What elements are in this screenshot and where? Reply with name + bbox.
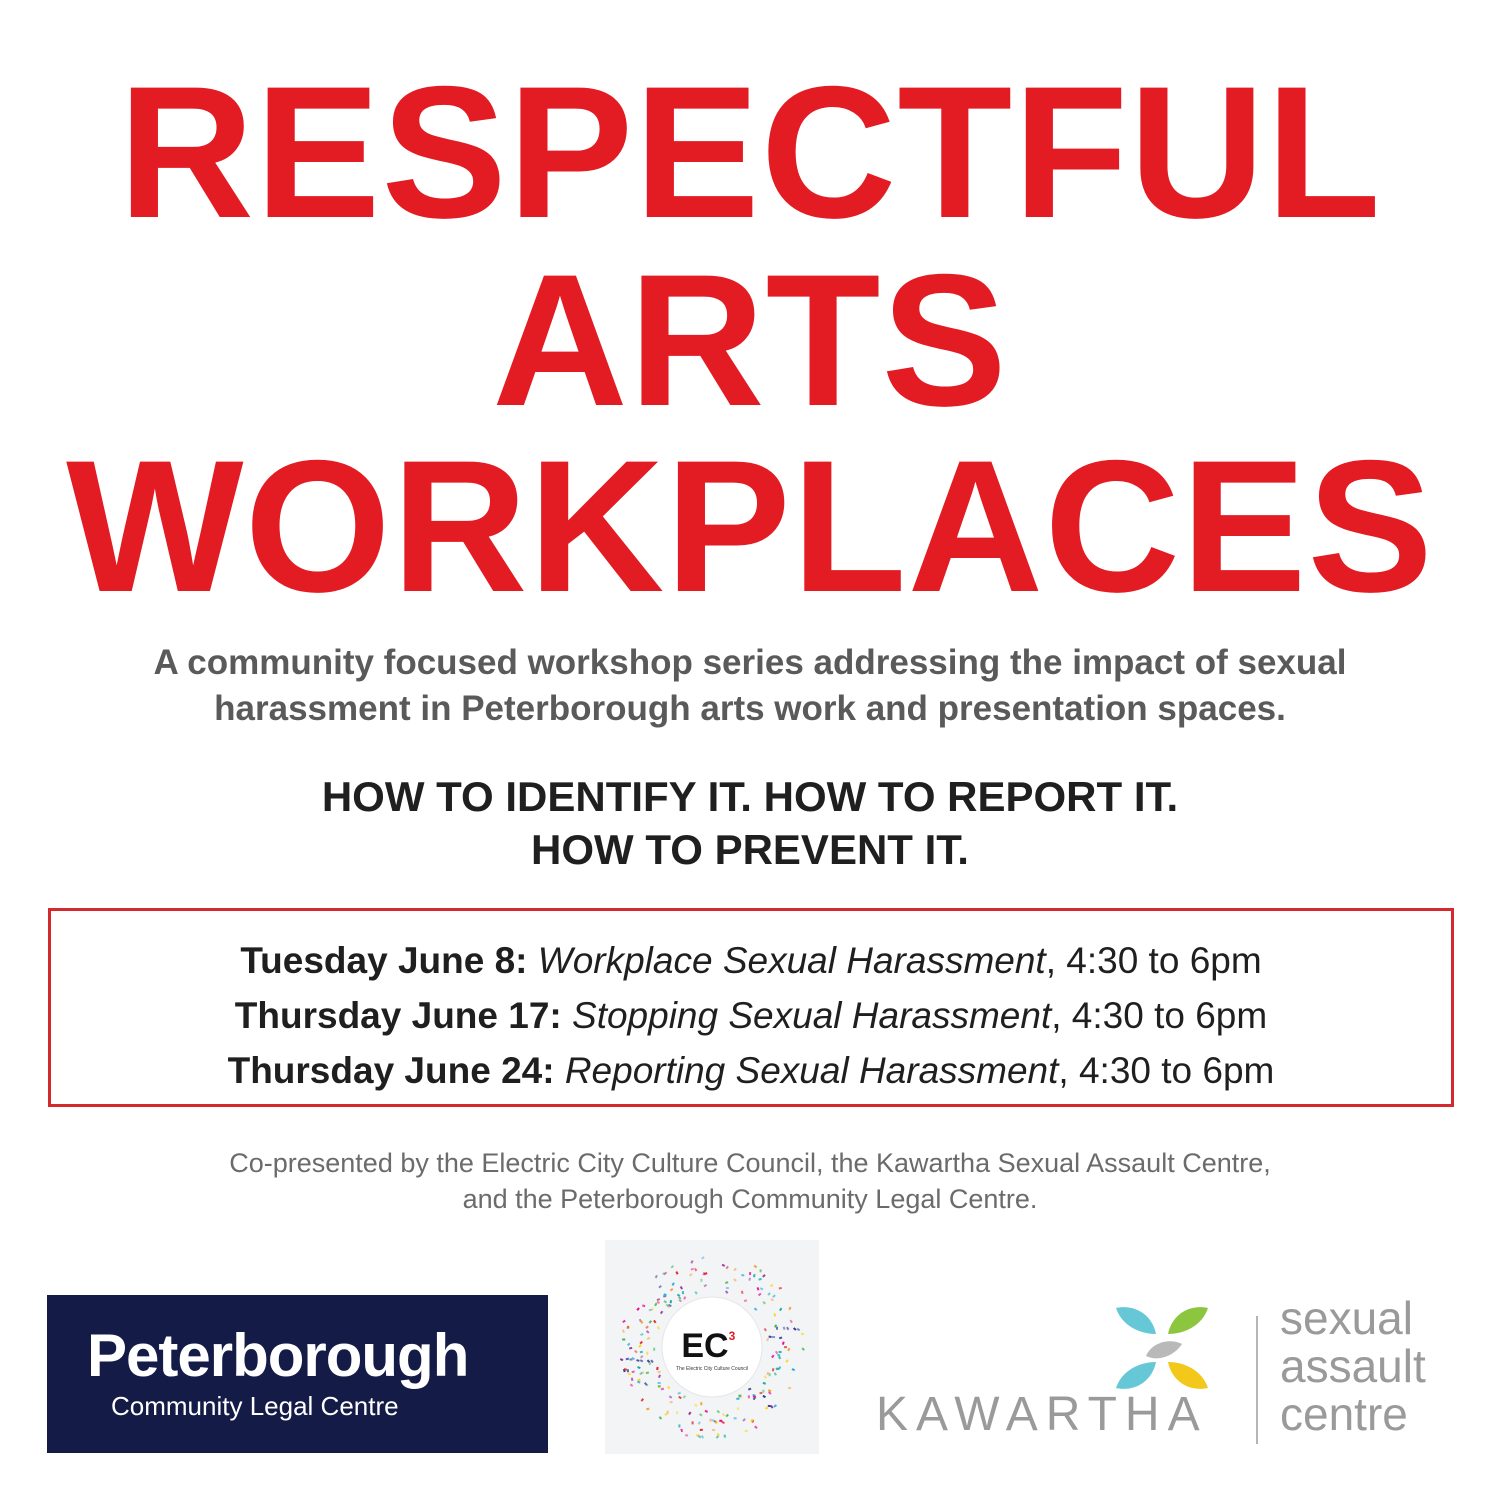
schedule-box: [48, 908, 1454, 1107]
confetti-piece: [745, 1430, 748, 1433]
confetti-piece: [700, 1402, 702, 1405]
confetti-piece: [680, 1286, 683, 1290]
confetti-piece: [760, 1287, 764, 1290]
confetti-piece: [683, 1395, 687, 1399]
confetti-piece: [754, 1307, 758, 1310]
credits-line-1: Co-presented by the Electric City Culture Council, the Kawartha Sexual Assault Centre,: [229, 1148, 1271, 1178]
pclc-logo-name: Peterborough: [87, 1322, 469, 1389]
confetti-piece: [774, 1372, 777, 1376]
confetti-piece: [767, 1292, 771, 1296]
confetti-piece: [646, 1352, 648, 1355]
confetti-piece: [712, 1429, 715, 1431]
confetti-piece: [705, 1410, 709, 1413]
session-topic: Reporting Sexual Harassment: [564, 1050, 1059, 1091]
confetti-piece: [738, 1395, 741, 1397]
session-topic: Workplace Sexual Harassment: [537, 940, 1046, 981]
confetti-piece: [690, 1260, 693, 1264]
confetti-piece: [658, 1371, 661, 1374]
confetti-piece: [657, 1326, 660, 1330]
confetti-piece: [768, 1389, 771, 1392]
confetti-piece: [659, 1416, 663, 1420]
ksac-logo-right-line-3: centre: [1280, 1388, 1408, 1440]
confetti-piece: [762, 1389, 765, 1392]
confetti-piece: [759, 1392, 762, 1395]
confetti-piece: [784, 1346, 787, 1348]
confetti-piece: [779, 1351, 782, 1353]
title-line-3: WORKPLACES: [66, 421, 1434, 631]
confetti-piece: [760, 1269, 762, 1272]
confetti-piece: [773, 1313, 776, 1316]
confetti-piece: [631, 1378, 634, 1381]
subtitle-line-1: A community focused workshop series addressing the impact of sexual: [153, 643, 1347, 682]
confetti-piece: [636, 1359, 639, 1362]
confetti-piece: [701, 1256, 705, 1259]
confetti-piece: [640, 1351, 643, 1353]
confetti-piece: [754, 1265, 758, 1268]
confetti-piece: [669, 1395, 673, 1398]
confetti-piece: [637, 1381, 640, 1384]
pclc-logo-subtitle: Community Legal Centre: [111, 1391, 399, 1421]
confetti-piece: [649, 1309, 652, 1311]
confetti-piece: [630, 1384, 634, 1387]
confetti-piece: [757, 1287, 760, 1290]
ksac-logo-divider: [1256, 1316, 1258, 1444]
confetti-piece: [658, 1382, 661, 1384]
confetti-piece: [797, 1328, 801, 1331]
session-date: Tuesday June 8:: [240, 940, 528, 981]
confetti-piece: [787, 1348, 790, 1352]
confetti-piece: [678, 1396, 682, 1399]
confetti-piece: [768, 1405, 771, 1407]
ec3-logo-superscript: 3: [728, 1329, 736, 1343]
confetti-piece: [801, 1333, 804, 1335]
confetti-piece: [683, 1296, 686, 1300]
confetti-piece: [758, 1278, 761, 1281]
session-item: [51, 939, 1451, 983]
session-item: [51, 1049, 1451, 1093]
confetti-piece: [715, 1421, 717, 1424]
confetti-piece: [677, 1392, 681, 1395]
confetti-piece: [698, 1421, 701, 1425]
confetti-piece: [744, 1299, 747, 1302]
ksac-logo: [870, 1290, 1470, 1460]
ksac-logo-left: KAWARTHA: [876, 1388, 1208, 1441]
confetti-piece: [638, 1344, 641, 1348]
confetti-piece: [785, 1359, 788, 1363]
confetti-piece: [661, 1388, 664, 1391]
confetti-piece: [778, 1356, 781, 1360]
confetti-piece: [788, 1307, 791, 1311]
confetti-piece: [632, 1370, 635, 1373]
confetti-piece: [765, 1407, 768, 1409]
tagline-line-1: HOW TO IDENTIFY IT. HOW TO REPORT IT.: [321, 773, 1179, 820]
confetti-piece: [650, 1359, 653, 1363]
confetti-piece: [646, 1330, 650, 1333]
tagline-line-2: HOW TO PREVENT IT.: [531, 826, 969, 873]
session-time: , 4:30 to 6pm: [1051, 995, 1268, 1036]
tagline: [0, 770, 1500, 876]
confetti-piece: [700, 1279, 702, 1282]
confetti-piece: [658, 1375, 661, 1379]
credits-line-2: and the Peterborough Community Legal Centre.: [462, 1184, 1038, 1214]
confetti-piece: [688, 1411, 691, 1415]
confetti-piece: [775, 1351, 778, 1355]
confetti-piece: [717, 1410, 721, 1414]
ksac-logo-right-line-1: sexual: [1280, 1292, 1413, 1344]
confetti-piece: [709, 1419, 711, 1422]
title-line-2: ARTS: [492, 235, 1008, 445]
confetti-piece: [694, 1268, 697, 1272]
confetti-piece: [663, 1300, 667, 1303]
confetti-piece: [719, 1420, 722, 1422]
confetti-piece: [627, 1369, 629, 1372]
confetti-piece: [653, 1320, 656, 1324]
confetti-piece: [658, 1285, 662, 1288]
confetti-piece: [762, 1274, 766, 1277]
confetti-piece: [685, 1434, 688, 1436]
confetti-piece: [622, 1338, 625, 1340]
confetti-piece: [762, 1395, 766, 1398]
confetti-piece: [733, 1268, 736, 1272]
confetti-piece: [636, 1307, 639, 1311]
confetti-piece: [640, 1359, 644, 1362]
confetti-piece: [677, 1294, 681, 1297]
confetti-piece: [691, 1268, 695, 1271]
confetti-piece: [669, 1401, 672, 1404]
subtitle: [0, 640, 1500, 732]
confetti-piece: [622, 1329, 625, 1333]
confetti-piece: [723, 1434, 726, 1437]
ec3-logo: [605, 1240, 819, 1454]
confetti-piece: [682, 1291, 684, 1294]
confetti-piece: [657, 1298, 661, 1301]
confetti-piece: [764, 1328, 767, 1332]
pclc-logo: [47, 1295, 548, 1453]
confetti-piece: [634, 1350, 638, 1354]
confetti-piece: [722, 1413, 725, 1417]
confetti-piece: [648, 1362, 651, 1365]
confetti-piece: [790, 1320, 793, 1324]
confetti-piece: [656, 1367, 658, 1370]
ec3-logo-caption: The Electric City Culture Council: [676, 1366, 748, 1372]
confetti-piece: [671, 1265, 675, 1269]
confetti-piece: [776, 1367, 779, 1369]
confetti-piece: [620, 1358, 624, 1361]
ec3-logo-graphic: [605, 1240, 819, 1454]
confetti-piece: [676, 1411, 679, 1414]
confetti-piece: [640, 1355, 644, 1359]
confetti-piece: [792, 1368, 796, 1371]
confetti-piece: [626, 1358, 629, 1361]
session-item: [51, 994, 1451, 1038]
ksac-logo-right: [1280, 1294, 1426, 1438]
confetti-piece: [788, 1387, 791, 1390]
confetti-piece: [725, 1281, 728, 1284]
confetti-piece: [786, 1327, 789, 1331]
confetti-piece: [762, 1301, 766, 1305]
confetti-piece: [645, 1325, 649, 1328]
confetti-piece: [764, 1375, 767, 1379]
session-time: , 4:30 to 6pm: [1045, 940, 1262, 981]
confetti-piece: [741, 1291, 744, 1294]
confetti-piece: [772, 1368, 774, 1371]
confetti-piece: [742, 1418, 746, 1422]
confetti-piece: [758, 1293, 762, 1296]
confetti-piece: [701, 1435, 704, 1439]
confetti-piece: [627, 1343, 631, 1346]
confetti-piece: [779, 1337, 782, 1340]
confetti-piece: [801, 1347, 805, 1351]
confetti-piece: [703, 1284, 707, 1287]
ksac-logo-right-line-2: assault: [1280, 1340, 1426, 1392]
confetti-piece: [692, 1421, 694, 1424]
confetti-piece: [640, 1333, 643, 1336]
session-date: Thursday June 24:: [227, 1050, 555, 1091]
confetti-piece: [763, 1382, 767, 1385]
confetti-piece: [768, 1336, 771, 1339]
confetti-piece: [694, 1291, 697, 1295]
confetti-piece: [680, 1429, 683, 1432]
confetti-piece: [733, 1278, 737, 1281]
confetti-piece: [678, 1424, 680, 1427]
confetti-piece: [637, 1366, 640, 1369]
confetti-piece: [734, 1417, 737, 1419]
confetti-piece: [667, 1386, 671, 1390]
confetti-piece: [629, 1347, 632, 1350]
confetti-piece: [777, 1354, 780, 1357]
confetti-piece: [653, 1348, 655, 1351]
confetti-piece: [654, 1303, 657, 1307]
confetti-piece: [641, 1398, 644, 1402]
confetti-piece: [647, 1337, 651, 1340]
confetti-piece: [689, 1273, 693, 1276]
confetti-piece: [670, 1300, 672, 1303]
confetti-piece: [646, 1371, 649, 1374]
confetti-piece: [741, 1274, 744, 1276]
confetti-piece: [772, 1294, 776, 1298]
confetti-piece: [725, 1290, 728, 1294]
confetti-piece: [770, 1298, 774, 1301]
confetti-piece: [748, 1395, 750, 1398]
confetti-piece: [675, 1271, 678, 1275]
confetti-piece: [783, 1326, 786, 1330]
confetti-piece: [660, 1311, 663, 1315]
confetti-piece: [678, 1299, 682, 1302]
confetti-piece: [722, 1264, 726, 1267]
confetti-piece: [658, 1385, 661, 1387]
confetti-piece: [670, 1288, 674, 1291]
confetti-piece: [769, 1373, 771, 1376]
confetti-piece: [776, 1327, 778, 1330]
subtitle-line-2: harassment in Peterborough arts work and presentation spaces.: [214, 689, 1286, 728]
session-topic: Stopping Sexual Harassment: [572, 995, 1052, 1036]
confetti-piece: [771, 1355, 774, 1359]
confetti-piece: [655, 1275, 658, 1279]
confetti-piece: [649, 1320, 653, 1324]
confetti-piece: [748, 1388, 752, 1391]
confetti-piece: [779, 1287, 782, 1289]
confetti-piece: [749, 1272, 751, 1275]
confetti-piece: [772, 1336, 775, 1338]
confetti-piece: [726, 1287, 729, 1289]
ec3-logo-mark: EC: [681, 1327, 729, 1365]
confetti-piece: [753, 1274, 756, 1277]
confetti-piece: [672, 1282, 675, 1286]
ksac-flower-icon: [1112, 1304, 1212, 1392]
confetti-piece: [793, 1327, 797, 1330]
credits: [0, 1145, 1500, 1217]
confetti-piece: [699, 1413, 703, 1416]
confetti-piece: [754, 1426, 758, 1429]
confetti-piece: [770, 1284, 774, 1287]
confetti-piece: [725, 1266, 728, 1270]
confetti-piece: [766, 1338, 769, 1342]
title-line-1: RESPECTFUL: [118, 47, 1382, 257]
confetti-piece: [782, 1341, 785, 1344]
confetti-piece: [642, 1304, 645, 1307]
confetti-piece: [646, 1408, 649, 1411]
confetti-piece: [737, 1407, 740, 1410]
confetti-piece: [627, 1373, 630, 1376]
session-time: , 4:30 to 6pm: [1058, 1050, 1275, 1091]
confetti-piece: [748, 1277, 751, 1281]
confetti-piece: [779, 1308, 782, 1312]
confetti-piece: [768, 1391, 772, 1394]
confetti-piece: [639, 1341, 643, 1345]
confetti-piece: [773, 1404, 777, 1407]
confetti-piece: [694, 1404, 698, 1407]
confetti-piece: [700, 1429, 703, 1431]
session-date: Thursday June 17:: [234, 995, 562, 1036]
confetti-piece: [725, 1414, 729, 1418]
confetti-piece: [622, 1320, 626, 1323]
